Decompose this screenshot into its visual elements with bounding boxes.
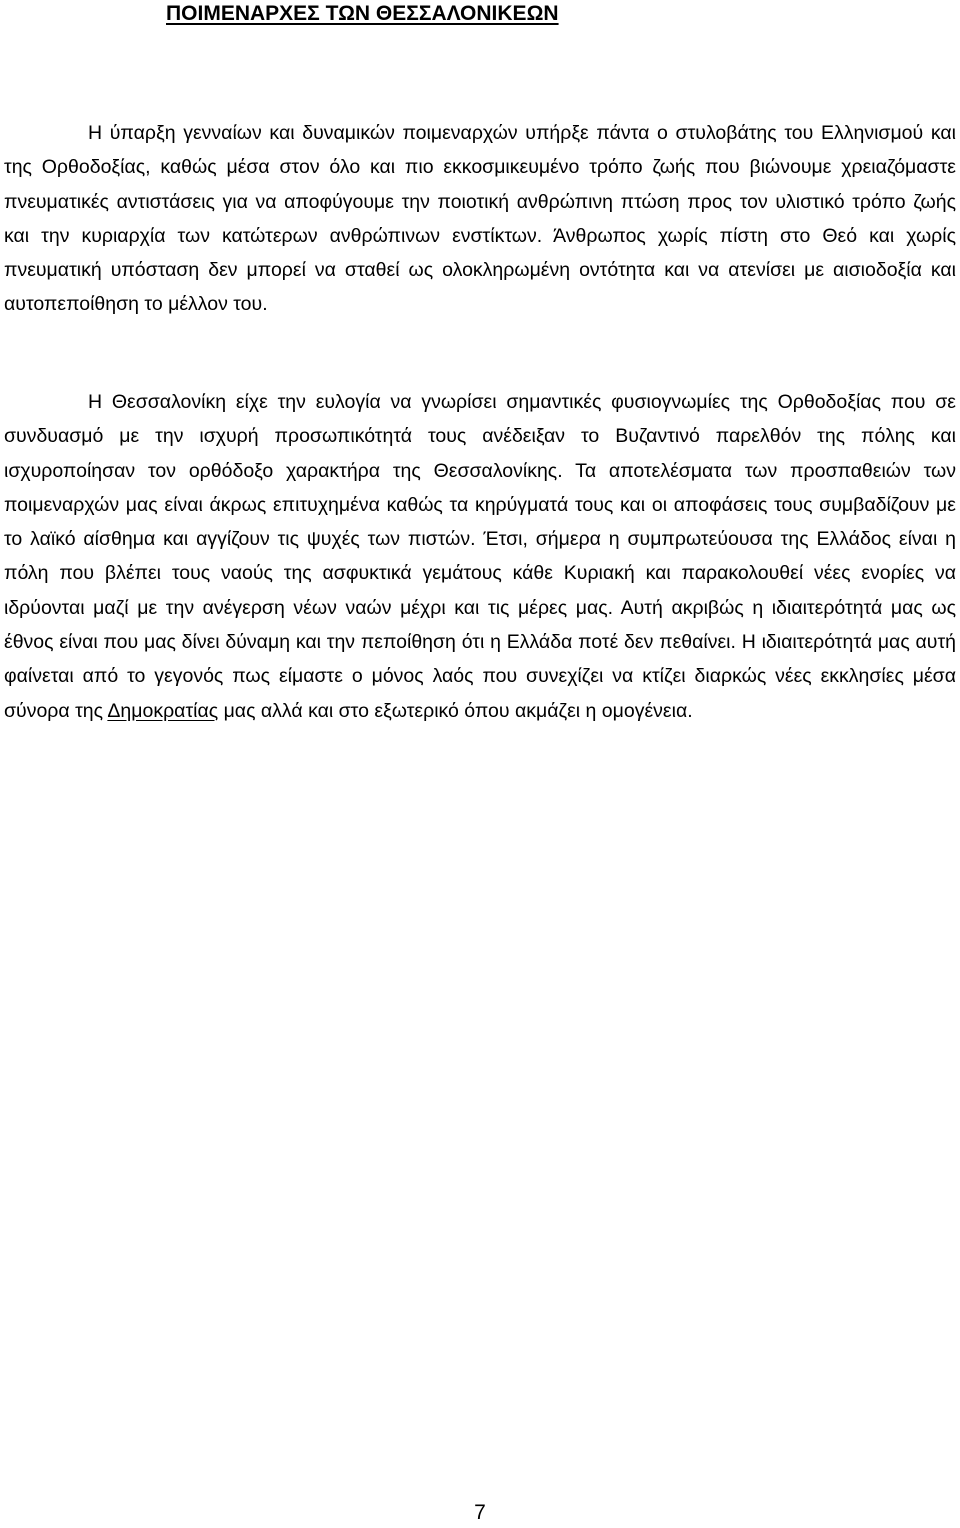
paragraph-2-text: Η Θεσσαλονίκη είχε την ευλογία να γνωρίσει σημαντικές φυσιογνωμίες της Ορθοδοξίας που σε συνδυασμό με την ισχυρή προσωπικότητά τους ανέδειξαν το Βυζαντινό παρελθόν της πόλης και ισχυροποίησαν τον ορθόδοξο χαρακτήρα της Θεσσαλονίκης. Τα αποτελέσματα των προσπαθειών των ποιμεναρχών μας είναι άκρως επιτυχημένα καθώς τα κηρύγματά τους και οι αποφάσεις τους συμβαδίζουν με το λαϊκό αίσθημα και αγγίζουν τις ψυχές των πιστών. Έτσι, σήμερα η συμπρωτεύουσα της Ελλάδος είναι η πόλη που βλέπει τους ναούς της ασφυκτικά γεμάτους κάθε Κυριακή και παρακολουθεί νέες ενορίες να ιδρύονται μαζί με την ανέγερση νέων ναών μέχρι και τις μέρες μας. Αυτή ακριβώς η ιδιαιτερότητά μας ως έθνος είναι που μας δίνει δύναμη και την πεποίθηση ότι η Ελλάδα ποτέ δεν πεθαίνει. Η ιδιαιτερότητά μας αυτή φαίνεται από το γεγονός πως είμαστε ο μόνος λαός που συνεχίζει να κτίζει διαρκώς νέες εκκλησίες μέσα σύνορα της xyxy=(4,391,956,722)
page-number: 7 xyxy=(474,1501,486,1524)
paragraph-2-underlined-word: Δημοκρατίας xyxy=(107,699,219,722)
paragraph-2 xyxy=(4,385,956,728)
page-title: ΠΟΙΜΕΝΑΡΧΕΣ ΤΩΝ ΘΕΣΣΑΛΟΝΙΚΕΩΝ xyxy=(166,2,559,25)
paragraph-1: Η ύπαρξη γενναίων και δυναμικών ποιμεναρχών υπήρξε πάντα ο στυλοβάτης του Ελληνισμού και της Ορθοδοξίας, καθώς μέσα στον όλο και πιο εκκοσμικευμένο τρόπο ζωής που βιώνουμε χρειαζόμαστε πνευματικές αντιστάσεις για να αποφύγουμε την ποιοτική ανθρώπινη πτώση προς τον υλιστικό τρόπο ζωής και την κυριαρχία των κατώτερων ανθρώπινων ενστίκτων. Άνθρωπος χωρίς πίστη στο Θεό και χωρίς πνευματική υπόσταση δεν μπορεί να σταθεί ως ολοκληρωμένη οντότητα και να ατενίσει με αισιοδοξία και αυτοπεποίθηση το μέλλον του. xyxy=(4,122,956,316)
paragraph-2-text-end: μας αλλά και στο εξωτερικό όπου ακμάζει η ομογένεια. xyxy=(218,699,693,722)
